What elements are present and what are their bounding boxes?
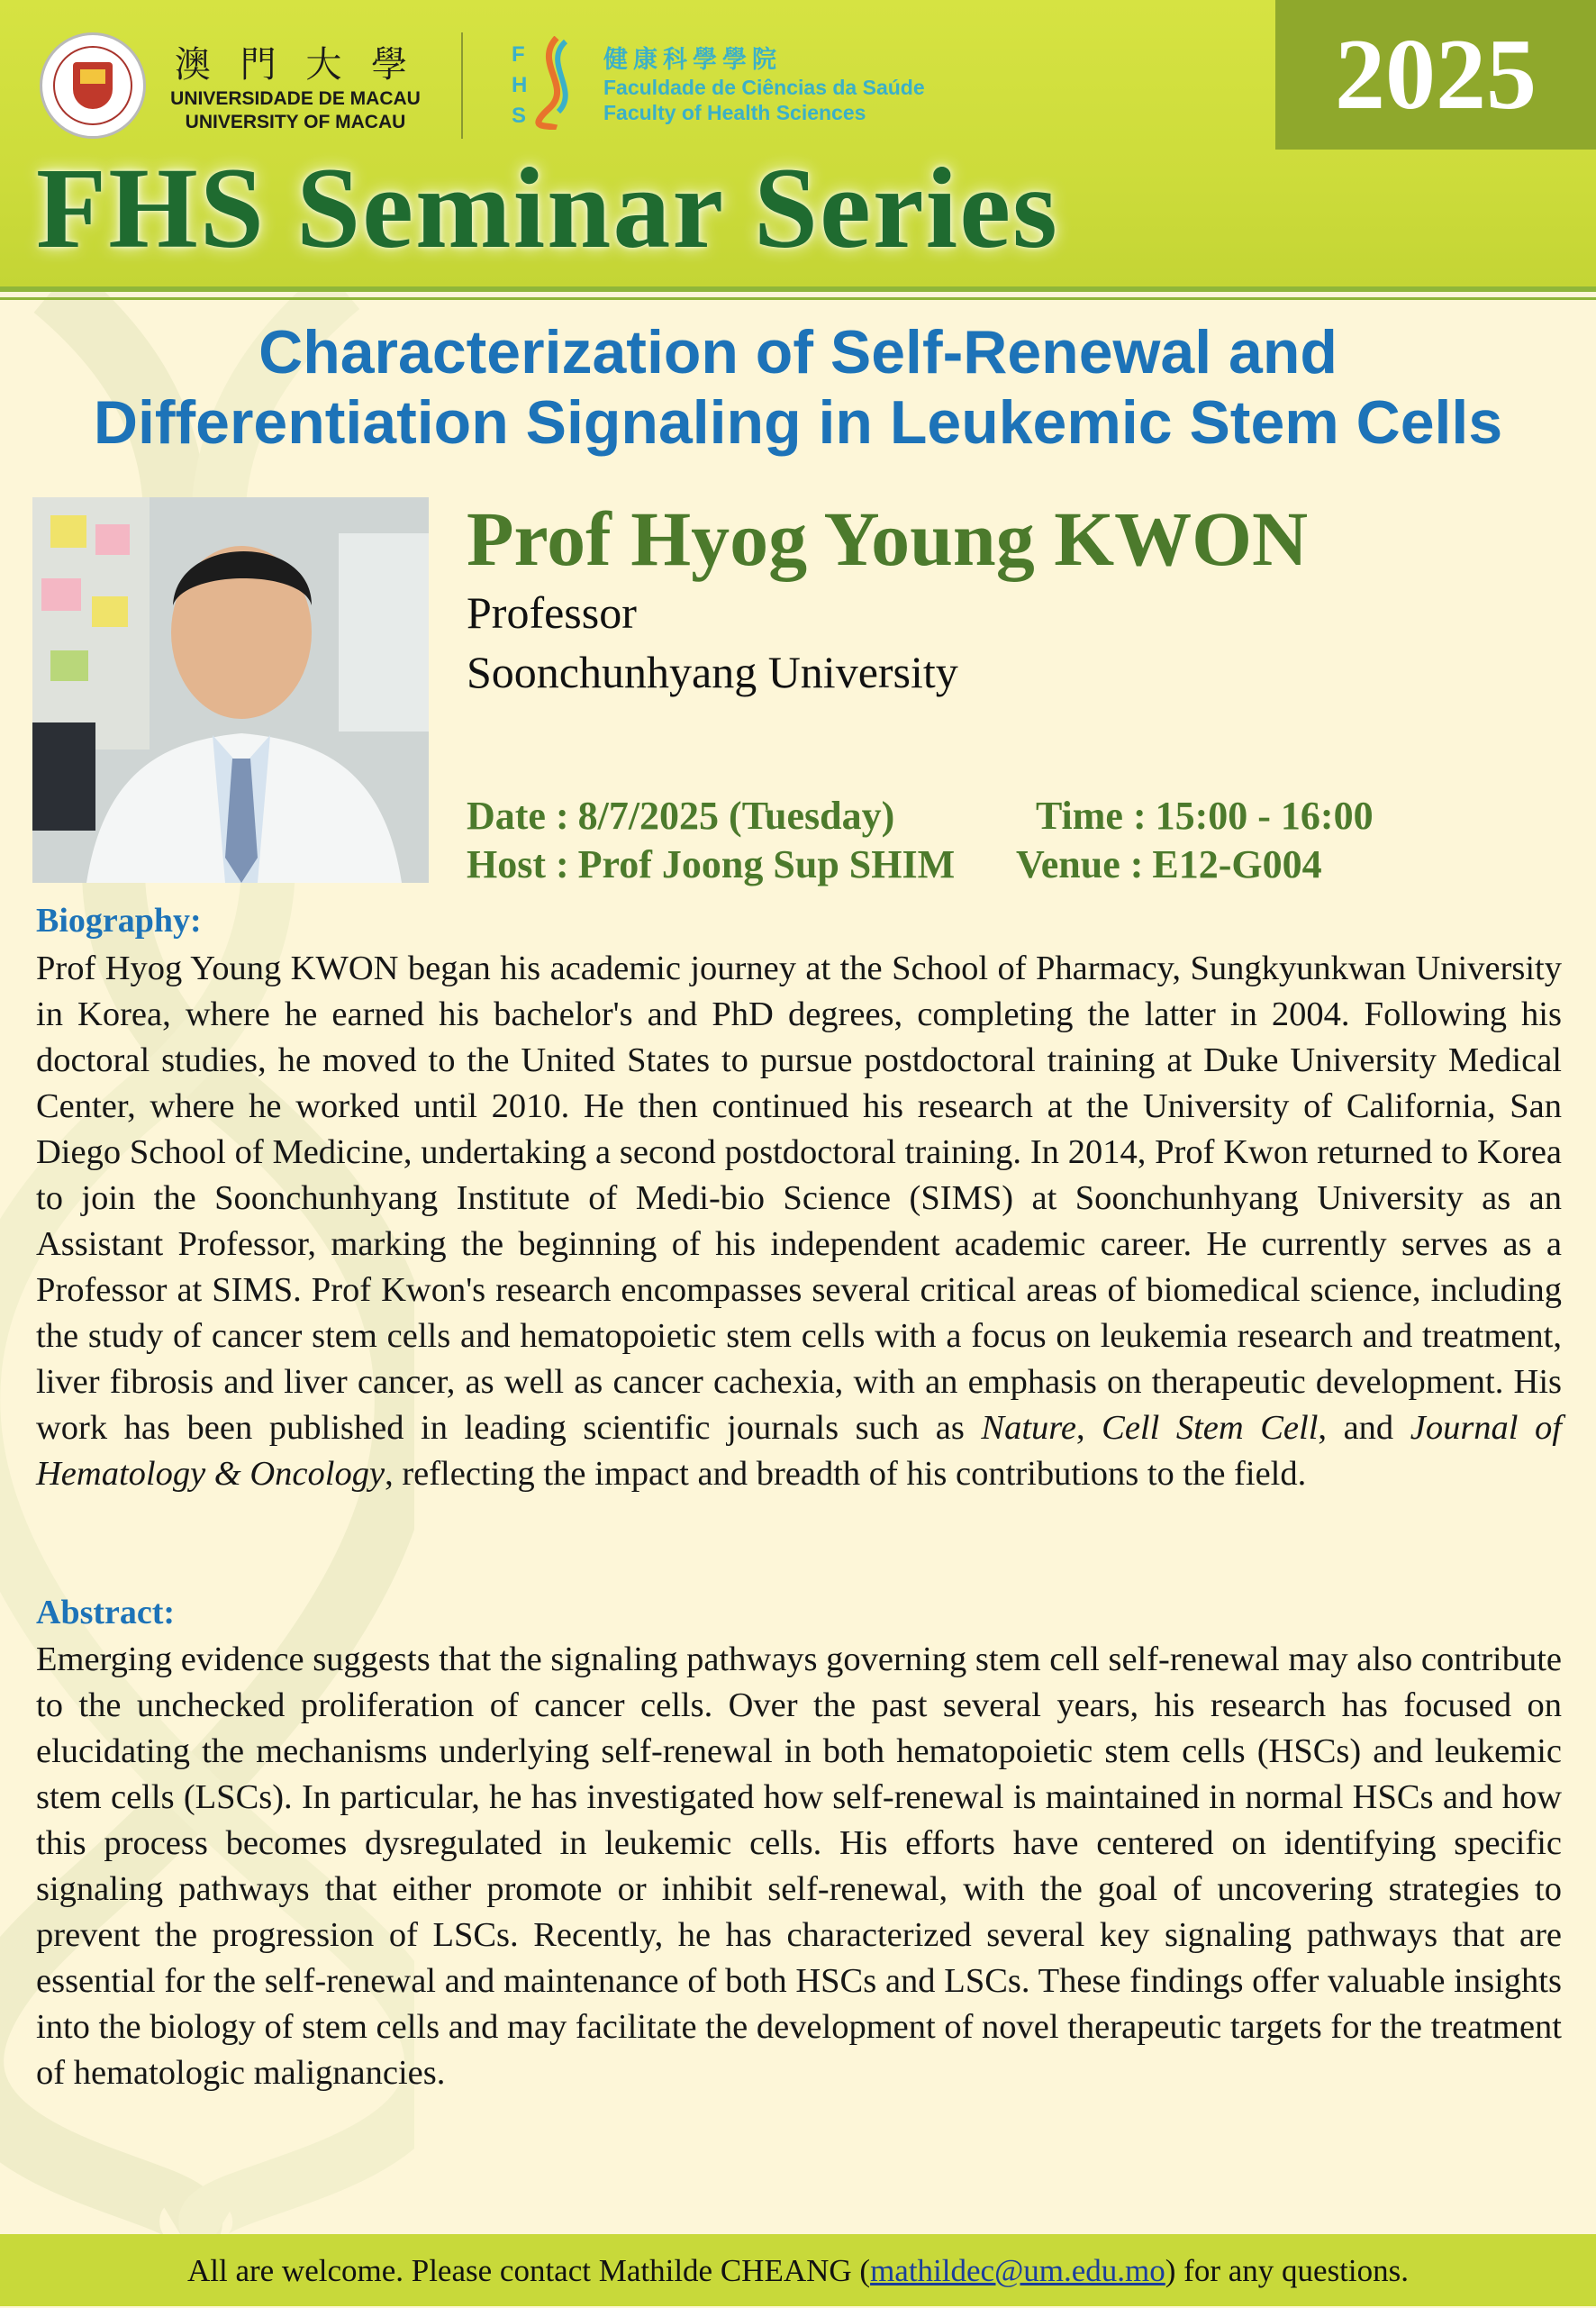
fhs-letter-h: H (512, 73, 528, 97)
talk-title-line-2: Differentiation Signaling in Leukemic Stem Cells (93, 388, 1503, 457)
journal-cell-stem-cell: Cell Stem Cell (1102, 1409, 1319, 1447)
host-value: Prof Joong Sup SHIM (577, 842, 956, 886)
year-badge: 2025 (1275, 0, 1596, 150)
abstract-text: Emerging evidence suggests that the signaling pathways governing stem cell self-renewal may also contribute to the unchecked proliferation of cancer cells. Over the past several years, his research has focused on elucidating the mechanisms underlying self-renewal in both hematopoietic stem cells (HSCs) and leukemic stem cells (LSCs). In particular, he has investigated how self-renewal is maintained in normal HSCs and how this process becomes dysregulated in leukemic cells. His efforts have centered on identifying specific signaling pathways that either promote or inhibit self-renewal, with the goal of uncovering strategies to prevent the progression of LSCs. Recently, he has characterized several key signaling pathways that are essential for the self-renewal and maintenance of both HSCs and LSCs. These findings offer valuable insights into the biology of stem cells and may facilitate the development of novel therapeutic targets for the treatment of hematologic malignancies. (36, 1640, 1562, 2092)
biography-text-part-2: , reflecting the impact and breadth of his contributions to the field. (385, 1455, 1307, 1493)
footer-contact (0, 2234, 1596, 2306)
fhs-name-zh: 健康科學學院 (603, 46, 782, 74)
speaker-affiliation: Soonchunhyang University (467, 647, 958, 697)
series-title: FHS Seminar Series (36, 144, 1059, 272)
um-name-zh: 澳 門 大 學 (174, 44, 417, 86)
host-label: Host : (467, 842, 569, 886)
journal-hematology-oncology: Journal of Hematology & Oncology (36, 1409, 1563, 1493)
host-row (467, 841, 955, 887)
fhs-letter-f: F (512, 42, 525, 67)
footer-text-after: ) for any questions. (1165, 2253, 1410, 2288)
date-label: Date : (467, 794, 569, 838)
journal-nature: Nature (981, 1409, 1076, 1447)
header-rule-thin (0, 297, 1596, 300)
fhs-letter-s: S (512, 104, 527, 128)
biography-sep-1: , (1075, 1409, 1102, 1447)
logo-divider (461, 32, 463, 139)
abstract-heading: Abstract: (36, 1594, 176, 1631)
date-row (467, 793, 894, 839)
speaker-photo (32, 497, 429, 883)
speaker-name: Prof Hyog Young KWON (467, 495, 1309, 582)
footer-text-before: All are welcome. Please contact Mathilde CHEANG ( (186, 2253, 871, 2288)
fhs-name-pt: Faculdade de Ciências da Saúde (603, 76, 925, 99)
speaker-position: Professor (467, 587, 637, 638)
university-of-macau-wordmark (160, 36, 431, 134)
biography-text (36, 946, 1562, 1497)
date-value: 8/7/2025 (Tuesday) (577, 794, 895, 838)
contact-email-link[interactable]: mathildec@um.edu.mo (870, 2253, 1165, 2288)
talk-title (0, 317, 1596, 458)
venue-value: E12-G004 (1152, 842, 1322, 886)
university-of-macau-seal-icon (40, 32, 146, 139)
venue-label: Venue : (1016, 842, 1144, 886)
venue-row (1016, 841, 1322, 887)
fhs-dna-logo-icon (510, 36, 576, 130)
time-label: Time : (1036, 794, 1147, 838)
biography-text-part-1: Prof Hyog Young KWON began his academic journey at the School of Pharmacy, Sungkyunkwan University in Korea, where he earned his bachelor's and PhD degrees, completing the latter in 2004. Following his doctoral studies, he moved to the United States to pursue postdoctoral training at Duke University Medical Center, where he worked until 2010. He then continued his research at the University of California, San Diego School of Medicine, undertaking a second postdoctoral training. In 2014, Prof Kwon returned to Korea to join the Soonchunhyang Institute of Medi-bio Science (SIMS) at Soonchunhyang University as an Assistant Professor, marking the beginning of his independent academic career. He currently serves as a Professor at SIMS. Prof Kwon's research encompasses several critical areas of biomedical science, including the study of cancer stem cells and hematopoietic stem cells with a focus on leukemia research and treatment, liver fibrosis and liver cancer, as well as cancer cachexia, with an emphasis on therapeutic development. His work has been published in leading scientific journals such as (36, 950, 1562, 1447)
talk-title-line-1: Characterization of Self-Renewal and (258, 318, 1338, 386)
um-name-en: UNIVERSITY OF MACAU (185, 112, 406, 132)
fhs-wordmark (603, 40, 925, 125)
fhs-name-en: Faculty of Health Sciences (603, 101, 866, 124)
um-name-pt: UNIVERSIDADE DE MACAU (170, 88, 421, 109)
time-value: 15:00 - 16:00 (1155, 794, 1374, 838)
biography-heading: Biography: (36, 902, 202, 940)
header-rule-thick (0, 286, 1596, 292)
header-banner (0, 0, 1596, 286)
time-row (1036, 793, 1374, 839)
biography-sep-2: , and (1318, 1409, 1410, 1447)
